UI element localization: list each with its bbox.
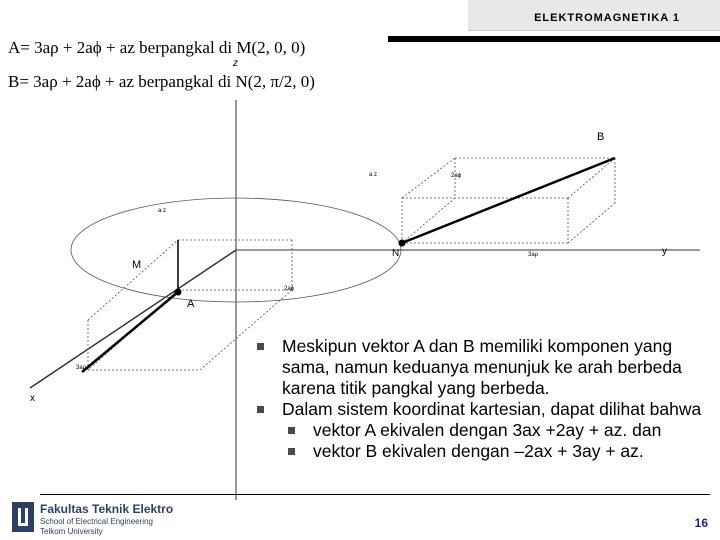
- z-axis-label: z: [233, 58, 238, 69]
- label-az-1: a z: [369, 172, 378, 178]
- page-number: 16: [694, 516, 708, 530]
- label-3arho-1: 3aρ: [528, 252, 539, 258]
- square-bullet-icon: [288, 448, 295, 455]
- label-3arho-2: 3aρ: [76, 365, 87, 371]
- label-a: A: [187, 298, 195, 310]
- header-title: ELEKTROMAGNETIKA 1: [534, 12, 680, 24]
- bullet-text: Dalam sistem koordinat kartesian, dapat dilihat bahwa: [282, 399, 702, 419]
- label-x: x: [30, 393, 35, 404]
- bullet-item: [255, 336, 710, 399]
- horizontal-rule: [40, 494, 710, 495]
- equation-a: A= 3aρ + 2aϕ + az berpangkal di M(2, 0, 0): [8, 38, 306, 57]
- vector-a: [82, 292, 178, 372]
- label-az-2: a z: [158, 208, 167, 214]
- label-2aphi-1: 2aϕ: [451, 173, 462, 179]
- square-bullet-icon: [257, 406, 264, 413]
- logo-line2: School of Electrical Engineering: [40, 517, 153, 526]
- logo-line3: Telkom University: [40, 527, 103, 536]
- logo-icon: [12, 502, 34, 532]
- logo-line1: Fakultas Teknik Elektro: [40, 502, 174, 516]
- bullet-list: [255, 336, 710, 462]
- square-bullet-icon: [257, 343, 264, 350]
- equation-b: B= 3aρ + 2aϕ + az berpangkal di N(2, π/2, 0): [8, 72, 315, 91]
- bullet-text: Meskipun vektor A dan B memiliki komponen yang sama, namun keduanya menunjuk ke arah berbeda karena titik pangkal yang berbeda.: [282, 336, 682, 398]
- label-m: M: [132, 259, 142, 271]
- point-n: [399, 240, 406, 247]
- square-bullet-icon: [288, 427, 295, 434]
- sub-bullet-text: vektor A ekivalen dengan 3ax +2ay + az. dan: [313, 420, 662, 440]
- vector-b: [402, 158, 615, 243]
- sub-bullet-text: vektor B ekivalen dengan –2ax + 3ay + az.: [313, 441, 644, 461]
- label-b: B: [597, 131, 605, 143]
- sub-bullet-item: [255, 441, 710, 462]
- university-logo: [12, 500, 212, 538]
- point-m: [175, 289, 182, 296]
- sub-bullet-item: [255, 420, 710, 441]
- label-2aphi-2: 2aϕ: [284, 286, 295, 292]
- label-n: N: [392, 248, 400, 259]
- bullet-item: [255, 399, 710, 420]
- label-y: y: [662, 246, 667, 257]
